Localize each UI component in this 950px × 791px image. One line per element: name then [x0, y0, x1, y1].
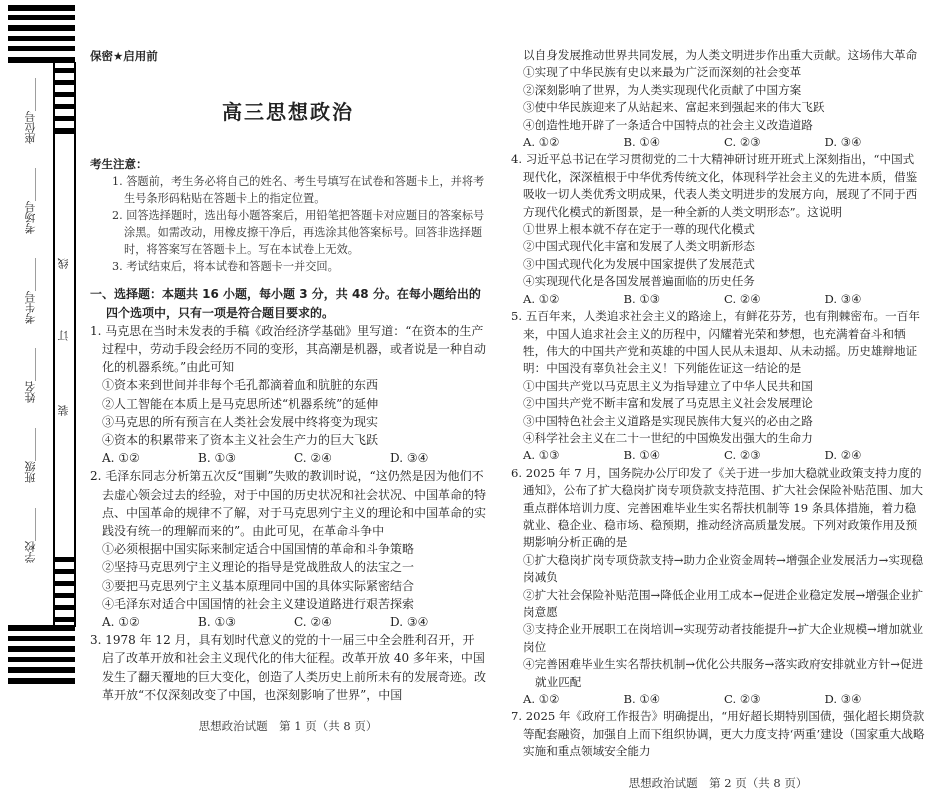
- statement: ①资本来到世间并非每个毛孔都滴着血和肮脏的东西: [102, 378, 379, 393]
- statement: ③要把马克思列宁主义基本原理同中国的具体实际紧密结合: [102, 578, 415, 593]
- question-stem: 5. 五百年来，人类追求社会主义的路途上，有鲜花芬芳，也有荆棘密布。一百年来，中国人追求社会主义的历程中，闪耀着光荣和梦想，也充满着奋斗和牺牲，伟大的中国共产党和英雄的中国人民从未退却、从未动摇。历史雄辩地证明：中国没有辜负社会主义！下列能佐证这一结论的是: [511, 309, 920, 376]
- option-d: D. ③④: [824, 135, 862, 150]
- option-b: B. ①③: [198, 451, 236, 466]
- class-field[interactable]: 班级＿＿＿: [24, 428, 37, 483]
- student-number-field[interactable]: 考生号＿＿＿: [24, 258, 37, 324]
- option-a: A. ①②: [102, 615, 140, 630]
- statement: ③使中华民族迎来了从站起来、富起来到强起来的伟大飞跃: [523, 100, 825, 115]
- question-stem: 1. 马克思在当时未发表的手稿《政治经济学基础》里写道：“在资本的生产过程中，劳动手段会经历不同的变形，其高潮是机器，或者说是一种自动化的机器系统。”由此可知: [90, 323, 487, 375]
- option-d: D. ③④: [390, 615, 429, 630]
- statement: ②中国共产党不断丰富和发展了马克思主义社会发展理论: [523, 396, 813, 411]
- statement: ④科学社会主义在二十一世纪的中国焕发出强大的生命力: [523, 430, 813, 445]
- question-4: [511, 151, 925, 308]
- statement: ④资本的积累带来了资本主义社会生产力的巨大飞跃: [102, 433, 379, 448]
- statement: ④毛泽东对适合中国国情的社会主义建设道路进行艰苦探索: [102, 596, 415, 611]
- statement: ①中国共产党以马克思主义为指导建立了中华人民共和国: [523, 378, 813, 393]
- option-d: D. ③④: [824, 692, 862, 707]
- option-c: C. ②④: [294, 451, 332, 466]
- option-a: A. ①②: [523, 291, 560, 306]
- statement: ③支持企业开展职工在岗培训→实现劳动者技能提升→扩大企业规模→增加就业岗位: [523, 622, 924, 654]
- statement: ④创造性地开辟了一条适合中国特点的社会主义改造道路: [523, 117, 813, 132]
- seat-number-field[interactable]: 座位号＿＿＿: [24, 78, 37, 144]
- option-c: C. ②③: [724, 692, 761, 707]
- option-b: B. ①④: [623, 692, 661, 707]
- statement: ④实现现代化是各国发展普遍面临的历史任务: [523, 274, 755, 289]
- school-field[interactable]: 学校＿＿＿: [24, 508, 37, 563]
- binding-strip: [0, 0, 90, 688]
- question-3-continuation: 以自身发展推动世界共同发展，为人类文明进步作出重大贡献。这场伟大革命: [523, 48, 918, 62]
- statement: ③中国特色社会主义道路是实现民族伟大复兴的必由之路: [523, 413, 813, 428]
- option-c: C. ②④: [294, 615, 332, 630]
- question-2: [90, 467, 486, 631]
- page-title: 高三思想政治: [222, 100, 354, 125]
- binding-mark: 订: [57, 330, 70, 341]
- confidential-label: 保密★启用前: [90, 49, 158, 63]
- answer-options: [511, 691, 925, 708]
- answer-options: [511, 291, 925, 308]
- question-7-stem: 7. 2025 年《政府工作报告》明确提出，“用好超长期特别国债，强化超长期贷款等配套融资，加强自上而下组织协调，更大力度支持‘两重’建设（国家重大战略实施和重点领域安全能力: [511, 709, 925, 759]
- section-heading: 一、选择题：本题共 16 小题，每小题 3 分，共 48 分。在每小题给出的四个选项中，只有一项是符合题目要求的。: [90, 287, 481, 320]
- question-6: [511, 465, 925, 709]
- answer-options: [511, 134, 925, 151]
- option-a: A. ①②: [523, 135, 560, 150]
- option-d: D. ③④: [390, 451, 429, 466]
- statement: ④完善困难毕业生实名帮扶机制→优化公共服务→落实政府安排就业方针→促进就业匹配: [523, 657, 924, 689]
- option-b: B. ①③: [623, 291, 661, 306]
- binding-mark: 线: [57, 258, 70, 269]
- option-b: B. ①③: [198, 615, 236, 630]
- statement: ②坚持马克思列宁主义理论的指导是党战胜敌人的法宝之一: [102, 560, 415, 575]
- notice-heading: 考生注意：: [90, 157, 148, 172]
- answer-options: [90, 449, 486, 467]
- page-footer: 思想政治试题 第 1 页（共 8 页）: [198, 719, 378, 734]
- exam-room-field[interactable]: 考场号＿＿＿: [24, 168, 37, 234]
- question-stem: 4. 习近平总书记在学习贯彻党的二十大精神研讨班开班式上深刻指出，“中国式现代化，深深植根于中华优秀传统文化，体现科学社会主义的先进本质，借鉴吸收一切人类优秀文明成果，代表人类文明进步的发展方向，展现了不同于西方现代化模式的新图景，是一种全新的人类文明形态”。这说明: [511, 152, 918, 219]
- statement: ①必须根据中国实际来制定适合中国国情的革命和斗争策略: [102, 542, 415, 557]
- option-a: A. ①②: [523, 692, 560, 707]
- option-b: B. ①④: [623, 448, 661, 463]
- option-c: C. ②③: [724, 448, 761, 463]
- name-field[interactable]: 姓名＿＿＿: [24, 348, 37, 403]
- statement: ①世界上根本就不存在定于一尊的现代化模式: [523, 222, 755, 237]
- statement: ①实现了中华民族有史以来最为广泛而深刻的社会变革: [523, 65, 802, 80]
- page-footer: 思想政治试题 第 2 页（共 8 页）: [628, 775, 808, 790]
- option-d: D. ③④: [824, 291, 862, 306]
- page-2: [511, 47, 925, 791]
- option-a: A. ①③: [523, 448, 560, 463]
- question-3-stem: 3. 1978 年 12 月，具有划时代意义的党的十一届三中全会胜利召开，开启了改革开放和社会主义现代化的伟大征程。改革开放 40 多年来，中国发生了翻天覆地的巨大变化，创造了人类历史上前所未有的发展奇迹。改革开放“不仅深刻改变了中国，也深刻影响了世界”，中国: [90, 633, 487, 702]
- statement: ③中国式现代化为发展中国家提供了发展范式: [523, 256, 755, 271]
- question-stem: 2. 毛泽东同志分析第五次反“围剿”失败的教训时说，“这仍然是因为他们不去虚心领会过去的经验，对于中国的历史状况和社会状况、中国革命的特点、中国革命的规律不了解，对于马克思列宁主义的理论和中国革命的实践没有统一的理解而来的”。由此可见，在革命斗争中: [90, 469, 487, 539]
- notice-item: 3. 考试结束后，将本试卷和答题卡一并交回。: [112, 260, 339, 274]
- notice-item: 1. 答题前，考生务必将自己的姓名、考生号填写在试卷和答题卡上，并将考生号条形码粘贴在答题卡上的指定位置。: [112, 175, 485, 206]
- answer-options: [511, 447, 925, 464]
- question-1: [90, 322, 486, 468]
- option-c: C. ②③: [724, 135, 761, 150]
- statement: ③马克思的所有预言在人类社会发展中终将变为现实: [102, 414, 379, 429]
- binding-mark: 装: [57, 405, 70, 416]
- statement: ②扩大社会保险补贴范围→降低企业用工成本→促进企业稳定发展→增强企业扩岗意愿: [523, 587, 924, 619]
- page-1: [90, 47, 486, 734]
- statement: ②深刻影响了世界，为人类实现现代化贡献了中国方案: [523, 82, 802, 97]
- option-c: C. ②④: [724, 291, 761, 306]
- statement: ①扩大稳岗扩岗专项贷款支持→助力企业资金周转→增强企业发展活力→实现稳岗减负: [523, 552, 924, 585]
- notice-item: 2. 回答选择题时，选出每小题答案后，用铅笔把答题卡对应题目的答案标号涂黑。如需改动，用橡皮擦干净后，再选涂其他答案标号。回答非选择题时，将答案写在答题卡上。写在本试卷上无效。: [112, 209, 485, 257]
- statement: ②人工智能在本质上是马克思所述“机器系统”的延伸: [102, 396, 379, 411]
- option-a: A. ①②: [102, 451, 140, 466]
- question-5: [511, 308, 925, 465]
- answer-options: [90, 613, 486, 631]
- statement: ②中国式现代化丰富和发展了人类文明新形态: [523, 239, 755, 254]
- option-b: B. ①④: [623, 135, 661, 150]
- question-stem: 6. 2025 年 7 月，国务院办公厅印发了《关于进一步加大稳就业政策支持力度的通知》，公布了扩大稳岗扩岗专项贷款支持范围、扩大社会保险补贴范围、加大重点群体培训力度、完善困难毕业生实名帮扶机制等 19 条具体措施，着力稳就业、稳企业、稳市场、稳预期，推动经济高质量发展。下列对政策作用及预期影响分析正确的是: [511, 465, 923, 550]
- option-d: D. ②④: [824, 448, 862, 463]
